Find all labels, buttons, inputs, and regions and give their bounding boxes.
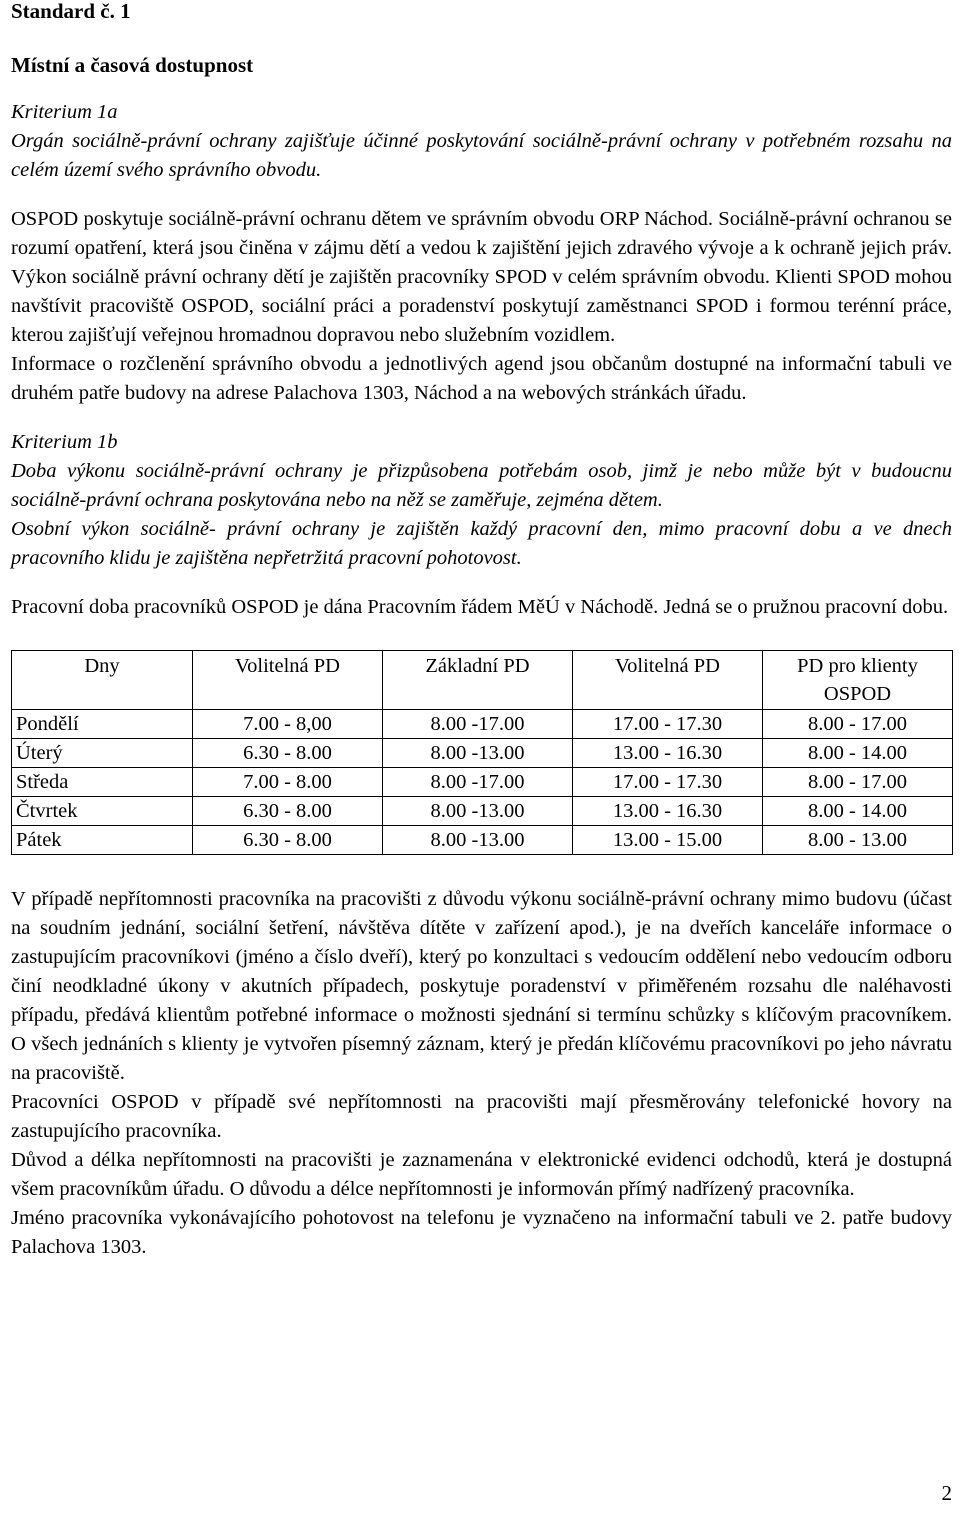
table-cell: 7.00 - 8.00 [193, 768, 383, 797]
table-row [12, 826, 953, 855]
table-row [12, 768, 953, 797]
table-cell: 8.00 -13.00 [383, 739, 573, 768]
table-header-cell: Základní PD [383, 651, 573, 710]
table-cell: 13.00 - 16.30 [573, 797, 763, 826]
table-header-cell: Volitelná PD [573, 651, 763, 710]
table-cell: 7.00 - 8,00 [193, 710, 383, 739]
table-cell-day: Středa [12, 768, 193, 797]
table-cell: 6.30 - 8.00 [193, 739, 383, 768]
page-number: 2 [941, 1481, 952, 1505]
table-cell: 8.00 -13.00 [383, 826, 573, 855]
paragraph-absence-record: Důvod a délka nepřítomnosti na pracovišti je zaznamenána v elektronické evidenci odchodů, která je dostupná všem pracovníkům úřadu. O důvodu a délce nepřítomnosti je informován přímý nadřízený pracovníka. [11, 1149, 952, 1200]
paragraph-on-call-name: Jméno pracovníka vykonávajícího pohotovost na telefonu je vyznačeno na informační tabuli ve 2. patře budovy Palachova 1303. [11, 1207, 952, 1258]
table-cell: 17.00 - 17.30 [573, 768, 763, 797]
standard-heading: Standard č. 1 [11, 0, 131, 23]
table-header-row [12, 651, 953, 710]
table-cell: 8.00 - 14.00 [763, 739, 953, 768]
table-row [12, 797, 953, 826]
paragraph-ospod-scope: OSPOD poskytuje sociálně-právní ochranu dětem ve správním obvodu ORP Náchod. Sociálně-právní ochranou se rozumí opatření, která jsou činěna v zájmu dětí a vedou k zajištění jejich zdravého vývoje a k ochraně jejich práv. Výkon sociálně právní ochrany dětí je zajištěn pracovníky SPOD v celém správním obvodu. Klienti SPOD mohou navštívit pracoviště OSPOD, sociální práci a poradenství poskytují zaměstnanci SPOD i formou terénní práce, kterou zajišťují veřejnou hromadnou dopravou nebo služebním vozidlem. [11, 208, 952, 346]
table-cell: 6.30 - 8.00 [193, 797, 383, 826]
paragraph-working-hours: Pracovní doba pracovníků OSPOD je dána Pracovním řádem MěÚ v Náchodě. Jedná se o pružnou pracovní dobu. [11, 596, 949, 618]
criterion-1b-text: Doba výkonu sociálně-právní ochrany je přizpůsobena potřebám osob, jimž je nebo může být v budoucnu sociálně-právní ochrana poskytována nebo na něž se zaměřuje, zejména dětem. [11, 460, 952, 511]
table-header-cell: Volitelná PD [193, 651, 383, 710]
table-cell-day: Pátek [12, 826, 193, 855]
table-cell: 6.30 - 8.00 [193, 826, 383, 855]
table-cell: 17.00 - 17.30 [573, 710, 763, 739]
working-hours-table [11, 650, 953, 855]
criterion-1a-text: Orgán sociálně-právní ochrany zajišťuje účinné poskytování sociálně-právní ochrany v potřebném rozsahu na celém území svého správního obvodu. [11, 130, 952, 181]
table-cell: 13.00 - 16.30 [573, 739, 763, 768]
section-title: Místní a časová dostupnost [11, 53, 254, 77]
table-row [12, 739, 953, 768]
criterion-1b-text-2: Osobní výkon sociálně- právní ochrany je zajištěn každý pracovní den, mimo pracovní dobu a ve dnech pracovního klidu je zajištěna nepřetržitá pracovní pohotovost. [11, 518, 952, 569]
table-header-cell: Dny [12, 651, 193, 710]
table-header-cell: PD pro klienty OSPOD [763, 651, 953, 710]
table-cell-day: Čtvrtek [12, 797, 193, 826]
document-page [11, 0, 952, 1262]
criterion-1a-label: Kriterium 1a [11, 101, 118, 123]
paragraph-absence: V případě nepřítomnosti pracovníka na pracovišti z důvodu výkonu sociálně-právní ochrany mimo budovu (účast na soudním jednání, sociální šetření, návštěva dítěte v zařízení apod.), je na dveřích kanceláře informace o zastupujícím pracovníkovi (jméno a číslo dveří), který po konzultaci s vedoucím oddělení nebo vedoucím odboru činí neodkladné úkony v akutních případech, poskytuje poradenství v přiměřeném rozsahu dle naléhavosti případu, předává klientům potřebné informace o možnosti sjednání si termínu schůzky s klíčovým pracovníkem. O všech jednáních s klienty je vytvořen písemný záznam, který je předán klíčovému pracovníkovi po jeho návratu na pracoviště. [11, 888, 952, 1084]
table-cell-day: Pondělí [12, 710, 193, 739]
table-cell: 13.00 - 15.00 [573, 826, 763, 855]
table-cell: 8.00 - 17.00 [763, 710, 953, 739]
criterion-1b-label: Kriterium 1b [11, 431, 118, 453]
paragraph-information-board: Informace o rozčlenění správního obvodu a jednotlivých agend jsou občanům dostupné na informační tabuli ve druhém patře budovy na adrese Palachova 1303, Náchod a na webových stránkách úřadu. [11, 353, 952, 404]
table-row [12, 710, 953, 739]
table-cell: 8.00 -17.00 [383, 768, 573, 797]
table-cell: 8.00 -17.00 [383, 710, 573, 739]
table-cell: 8.00 - 13.00 [763, 826, 953, 855]
table-cell: 8.00 - 14.00 [763, 797, 953, 826]
table-cell: 8.00 - 17.00 [763, 768, 953, 797]
paragraph-phone-redirect: Pracovníci OSPOD v případě své nepřítomnosti na pracovišti mají přesměrovány telefonické hovory na zastupujícího pracovníka. [11, 1091, 952, 1142]
table-cell-day: Úterý [12, 739, 193, 768]
table-cell: 8.00 -13.00 [383, 797, 573, 826]
